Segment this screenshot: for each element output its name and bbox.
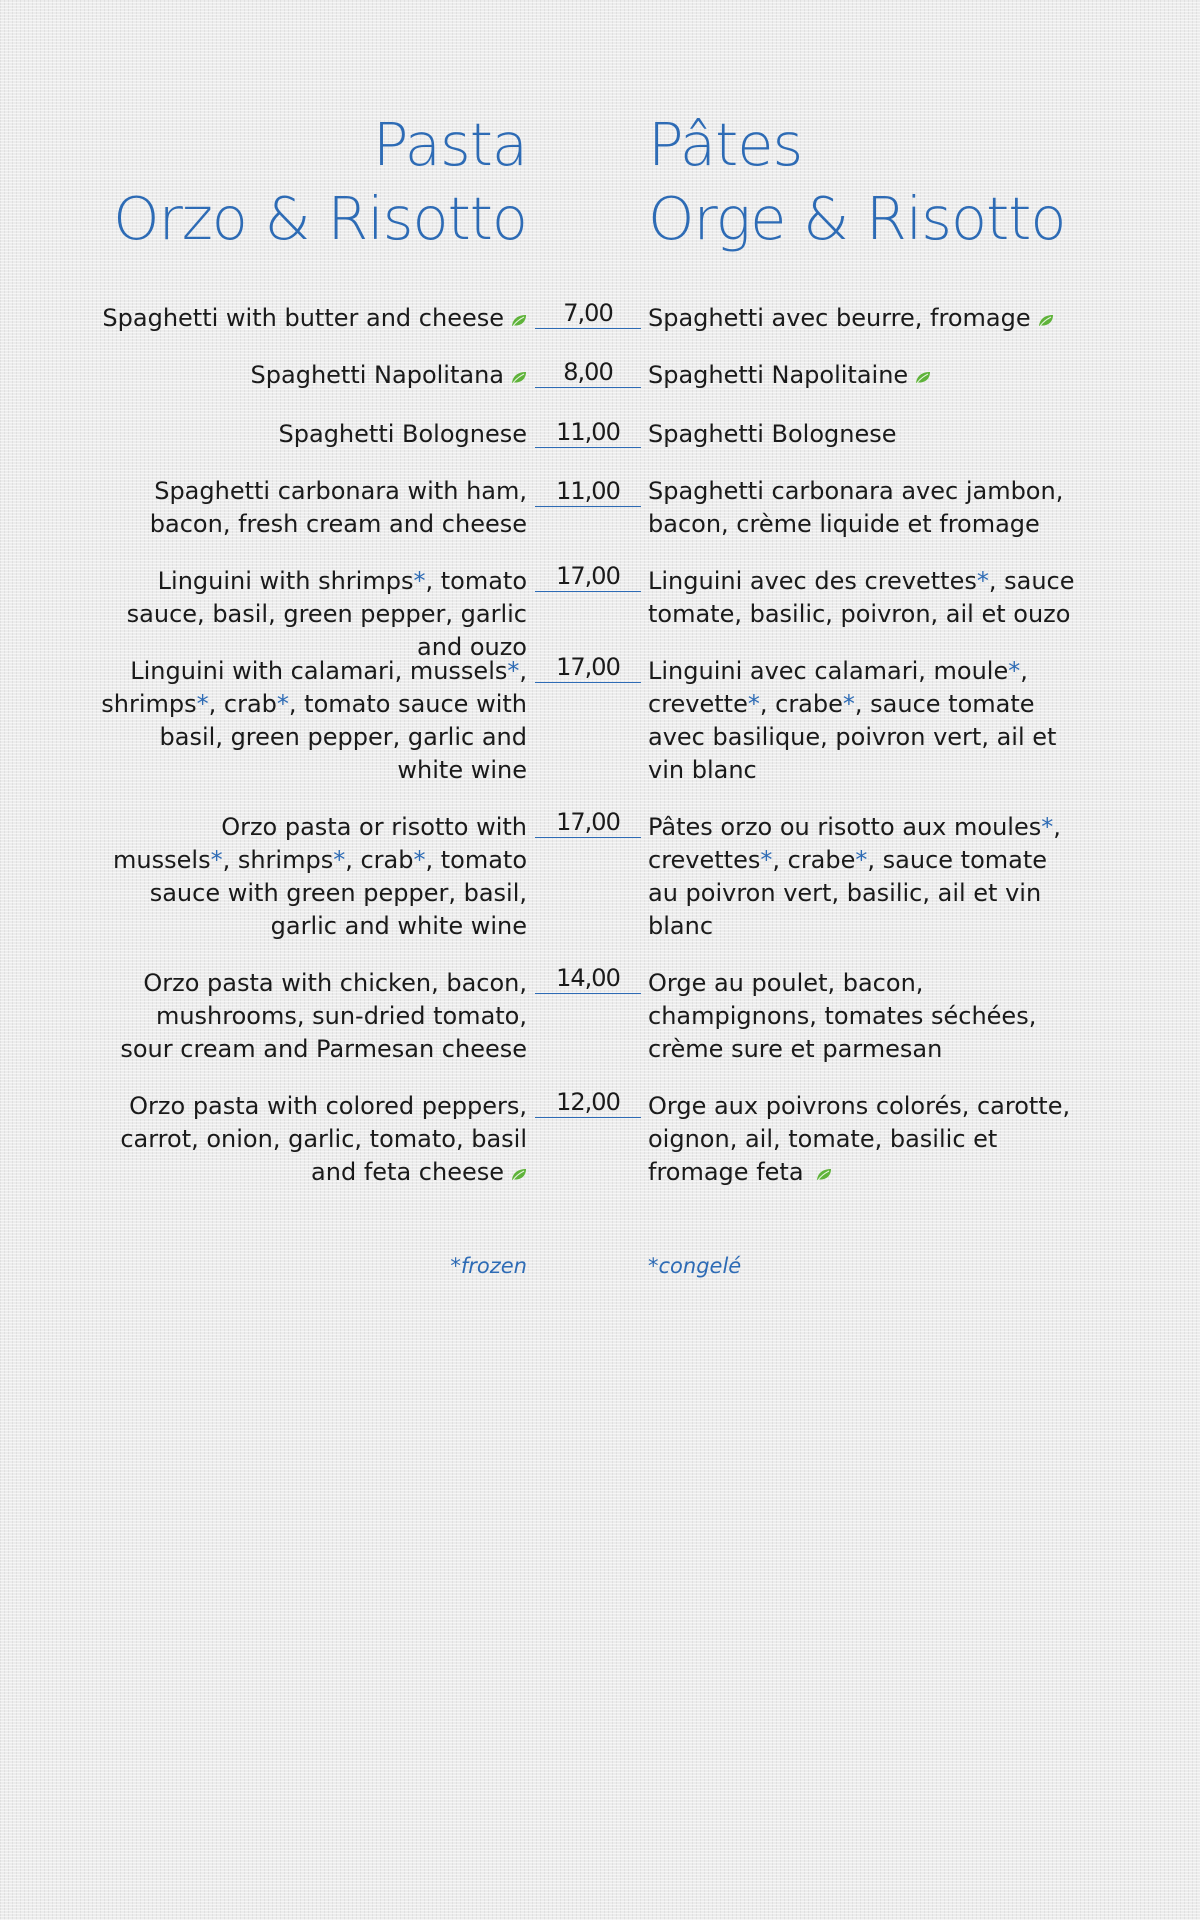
- item-name-fr: Linguini avec calamari, moule*, crevette*, crabe*, sauce tomate avec basilique, poivron vert, ail et vin blanc: [648, 657, 1057, 784]
- item-price: 17,00: [535, 561, 641, 592]
- frozen-asterisk: *: [1041, 813, 1054, 841]
- footnote-frozen: *frozen: [450, 1254, 527, 1278]
- frozen-asterisk: *: [413, 846, 426, 874]
- item-name-en: Orzo pasta or risotto with mussels*, shrimps*, crab*, tomato sauce with green pepper, basil, garlic and white wine: [113, 813, 527, 940]
- item-price: 11,00: [535, 417, 641, 448]
- item-name-en: Orzo pasta with colored peppers, carrot, onion, garlic, tomato, basil and feta cheese: [120, 1092, 527, 1186]
- menu-item-fr: [648, 418, 1078, 451]
- item-price: 17,00: [535, 807, 641, 838]
- frozen-asterisk: *: [196, 690, 209, 718]
- frozen-asterisk: *: [276, 690, 289, 718]
- item-price: 17,00: [535, 652, 641, 683]
- item-price: 7,00: [535, 298, 641, 329]
- frozen-asterisk: *: [333, 846, 346, 874]
- frozen-asterisk: *: [760, 846, 773, 874]
- item-name-fr: Spaghetti avec beurre, fromage: [648, 304, 1031, 332]
- item-name-fr: Spaghetti Bolognese: [648, 420, 897, 448]
- item-name-fr: Spaghetti Napolitaine: [648, 361, 909, 389]
- menu-item-fr: [648, 967, 1078, 1066]
- frozen-asterisk: *: [855, 846, 868, 874]
- vegetarian-leaf-icon: [816, 1168, 832, 1181]
- frozen-asterisk: *: [413, 567, 426, 595]
- item-name-en: Linguini with shrimps*, tomato sauce, basil, green pepper, garlic and ouzo: [126, 567, 527, 661]
- frozen-asterisk: *: [976, 567, 989, 595]
- menu-item-fr: [648, 359, 1078, 392]
- heading-english: [113, 108, 527, 256]
- item-name-en: Orzo pasta with chicken, bacon, mushrooms, sun-dried tomato, sour cream and Parmesan cheese: [120, 969, 527, 1063]
- item-name-fr: Orge au poulet, bacon, champignons, tomates séchées, crème sure et parmesan: [648, 969, 1037, 1063]
- item-name-en: Spaghetti carbonara with ham, bacon, fresh cream and cheese: [149, 477, 527, 538]
- frozen-asterisk: *: [1008, 657, 1021, 685]
- frozen-asterisk: *: [747, 690, 760, 718]
- item-price: 12,00: [535, 1087, 641, 1118]
- menu-item-en: [97, 302, 527, 335]
- menu-item-fr: [648, 565, 1078, 631]
- vegetarian-leaf-icon: [511, 1168, 527, 1181]
- menu-item-en: [97, 655, 527, 787]
- frozen-asterisk: *: [210, 846, 223, 874]
- heading-french: [648, 108, 1065, 256]
- menu-item-fr: [648, 811, 1078, 943]
- item-name-fr: Orge aux poivrons colorés, carotte, oignon, ail, tomate, basilic et fromage feta: [648, 1092, 1071, 1186]
- menu-item-fr: [648, 302, 1078, 335]
- vegetarian-leaf-icon: [511, 371, 527, 384]
- heading-en-line1: Pasta: [372, 110, 527, 179]
- item-name-fr: Linguini avec des crevettes*, sauce tomate, basilic, poivron, ail et ouzo: [648, 567, 1075, 628]
- menu-item-en: [97, 1090, 527, 1189]
- heading-en-line2: Orzo & Risotto: [113, 184, 527, 253]
- item-price: 11,00: [535, 476, 641, 507]
- frozen-asterisk: *: [507, 657, 520, 685]
- vegetarian-leaf-icon: [915, 371, 931, 384]
- menu-item-en: [97, 475, 527, 541]
- item-name-fr: Spaghetti carbonara avec jambon, bacon, crème liquide et fromage: [648, 477, 1064, 538]
- menu-item-fr: [648, 655, 1078, 787]
- item-name-en: Spaghetti with butter and cheese: [102, 304, 504, 332]
- item-name-en: Spaghetti Bolognese: [278, 420, 527, 448]
- item-price: 14,00: [535, 963, 641, 994]
- heading-fr-line2: Orge & Risotto: [648, 184, 1066, 253]
- item-name-en: Linguini with calamari, mussels*, shrimps*, crab*, tomato sauce with basil, green pepper, garlic and white wine: [101, 657, 527, 784]
- menu-item-en: [97, 811, 527, 943]
- vegetarian-leaf-icon: [511, 314, 527, 327]
- menu-item-fr: [648, 475, 1078, 541]
- menu-item-en: [97, 967, 527, 1066]
- heading-fr-line1: Pâtes: [648, 110, 803, 179]
- item-price: 8,00: [535, 357, 641, 388]
- footnote-congele: *congelé: [648, 1254, 742, 1278]
- item-name-fr: Pâtes orzo ou risotto aux moules*, crevettes*, crabe*, sauce tomate au poivron vert, basilic, ail et vin blanc: [648, 813, 1061, 940]
- menu-item-en: [97, 359, 527, 392]
- frozen-asterisk: *: [842, 690, 855, 718]
- item-name-en: Spaghetti Napolitana: [250, 361, 504, 389]
- menu-item-fr: [648, 1090, 1078, 1189]
- menu-item-en: [97, 565, 527, 664]
- menu-item-en: [97, 418, 527, 451]
- vegetarian-leaf-icon: [1038, 314, 1054, 327]
